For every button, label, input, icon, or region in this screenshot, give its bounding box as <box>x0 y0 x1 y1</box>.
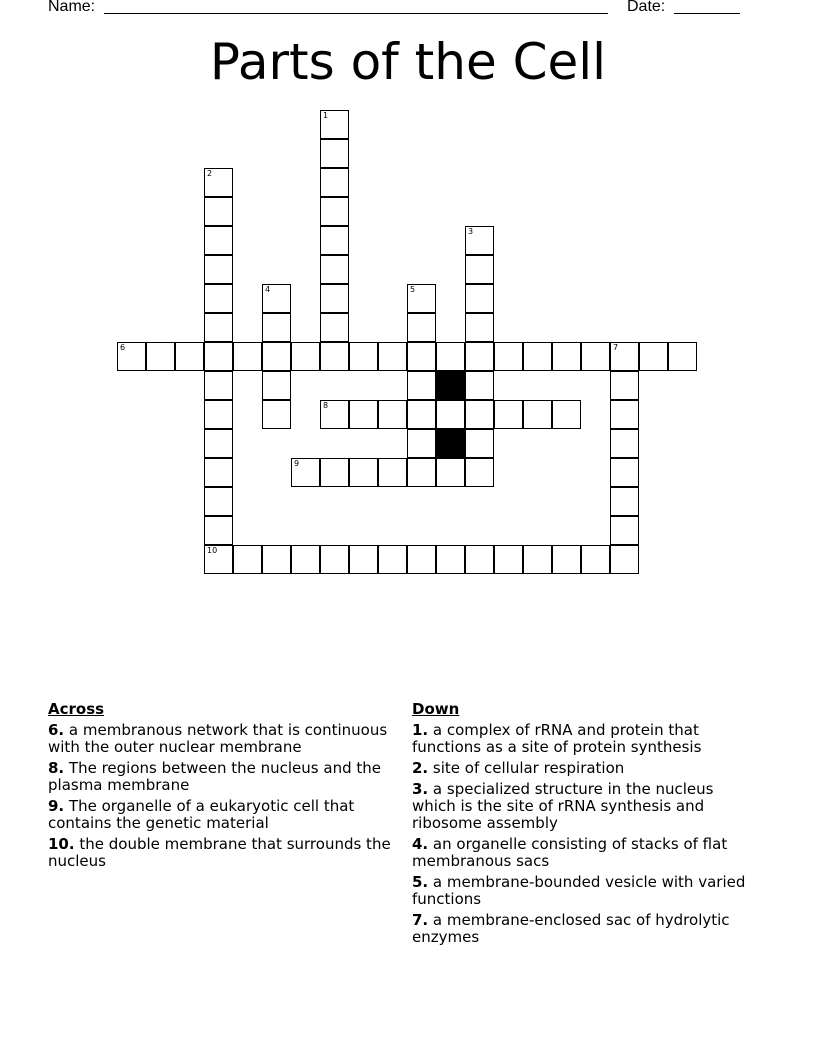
grid-cell[interactable] <box>320 197 349 226</box>
black-cell <box>436 429 465 458</box>
grid-cell[interactable] <box>407 429 436 458</box>
grid-cell[interactable] <box>204 284 233 313</box>
grid-cell[interactable] <box>465 255 494 284</box>
clue-number-label: 6 <box>120 343 126 352</box>
grid-cell[interactable] <box>523 342 552 371</box>
grid-cell[interactable] <box>204 400 233 429</box>
grid-cell[interactable] <box>407 400 436 429</box>
date-label: Date: <box>627 0 666 15</box>
clue-number-label: 8 <box>323 401 329 410</box>
clue-across-8 <box>48 760 408 794</box>
grid-cell[interactable] <box>465 429 494 458</box>
name-label: Name: <box>48 0 96 15</box>
grid-cell[interactable] <box>204 429 233 458</box>
grid-cell[interactable] <box>146 342 175 371</box>
clue-text: a membrane-enclosed sac of hydrolytic enzymes <box>412 911 730 946</box>
clue-number: 9. <box>48 797 65 815</box>
grid-cell[interactable] <box>320 342 349 371</box>
grid-cell[interactable] <box>465 458 494 487</box>
clue-down-3 <box>412 781 757 832</box>
grid-cell[interactable] <box>262 545 291 574</box>
grid-cell[interactable] <box>320 545 349 574</box>
across-heading: Across <box>48 700 105 718</box>
grid-cell[interactable] <box>610 429 639 458</box>
clue-number-label: 9 <box>294 459 300 468</box>
grid-cell[interactable] <box>407 545 436 574</box>
grid-cell[interactable] <box>291 342 320 371</box>
down-heading: Down <box>412 700 460 718</box>
grid-cell[interactable] <box>378 342 407 371</box>
grid-cell[interactable] <box>204 313 233 342</box>
grid-cell[interactable] <box>465 313 494 342</box>
grid-cell[interactable] <box>378 400 407 429</box>
grid-cell[interactable] <box>465 545 494 574</box>
page-title: Parts of the Cell <box>209 33 607 91</box>
grid-cell[interactable] <box>378 458 407 487</box>
down-clues <box>412 700 757 950</box>
grid-cell[interactable] <box>581 545 610 574</box>
grid-cell[interactable] <box>349 458 378 487</box>
grid-cell[interactable] <box>204 516 233 545</box>
clue-across-9 <box>48 798 408 832</box>
grid-cell[interactable] <box>233 545 262 574</box>
grid-cell[interactable] <box>349 545 378 574</box>
grid-cell[interactable] <box>436 400 465 429</box>
grid-cell[interactable] <box>523 400 552 429</box>
grid-cell[interactable] <box>378 545 407 574</box>
grid-cell[interactable] <box>349 400 378 429</box>
grid-cell[interactable] <box>320 313 349 342</box>
clue-text: a membrane-bounded vesicle with varied functions <box>412 873 746 908</box>
across-clues <box>48 700 408 874</box>
clue-text: a specialized structure in the nucleus which is the site of rRNA synthesis and ribosome assembly <box>412 780 714 832</box>
grid-cell[interactable] <box>320 284 349 313</box>
clue-number: 4. <box>412 835 429 853</box>
grid-cell[interactable] <box>204 168 233 197</box>
clue-across-6 <box>48 722 408 756</box>
grid-cell[interactable] <box>610 487 639 516</box>
grid-cell[interactable] <box>320 255 349 284</box>
clue-down-2 <box>412 760 757 777</box>
clue-number-label: 4 <box>265 285 271 294</box>
grid-cell[interactable] <box>204 458 233 487</box>
grid-cell[interactable] <box>204 226 233 255</box>
clue-text: a complex of rRNA and protein that functions as a site of protein synthesis <box>412 721 702 756</box>
grid-cell[interactable] <box>552 400 581 429</box>
grid-cell[interactable] <box>262 400 291 429</box>
grid-cell[interactable] <box>407 458 436 487</box>
clue-number-label: 10 <box>207 546 218 555</box>
grid-cell[interactable] <box>465 371 494 400</box>
clue-number-label: 3 <box>468 227 474 236</box>
clue-down-1 <box>412 722 757 756</box>
grid-cell[interactable] <box>407 313 436 342</box>
clue-text: a membranous network that is continuous with the outer nuclear membrane <box>48 721 388 756</box>
grid-cell[interactable] <box>494 400 523 429</box>
grid-cell[interactable] <box>552 342 581 371</box>
grid-cell[interactable] <box>204 487 233 516</box>
grid-cell[interactable] <box>639 342 668 371</box>
clue-number: 3. <box>412 780 429 798</box>
grid-cell[interactable] <box>668 342 697 371</box>
grid-cell[interactable] <box>117 342 146 371</box>
clue-text: an organelle consisting of stacks of flat membranous sacs <box>412 835 728 870</box>
grid-cell[interactable] <box>233 342 262 371</box>
grid-cell[interactable] <box>465 400 494 429</box>
grid-cell[interactable] <box>610 545 639 574</box>
clue-number: 1. <box>412 721 429 739</box>
grid-cell[interactable] <box>204 255 233 284</box>
grid-cell[interactable] <box>320 400 349 429</box>
clue-number-label: 7 <box>613 343 619 352</box>
clue-number: 8. <box>48 759 65 777</box>
grid-cell[interactable] <box>349 342 378 371</box>
grid-cell[interactable] <box>320 168 349 197</box>
clue-number: 6. <box>48 721 65 739</box>
grid-cell[interactable] <box>204 371 233 400</box>
clue-number-label: 5 <box>410 285 416 294</box>
clue-number: 5. <box>412 873 429 891</box>
grid-cell[interactable] <box>204 197 233 226</box>
grid-cell[interactable] <box>552 545 581 574</box>
grid-cell[interactable] <box>436 458 465 487</box>
clue-down-7 <box>412 912 757 946</box>
clue-down-5 <box>412 874 757 908</box>
clue-number: 10. <box>48 835 75 853</box>
grid-cell[interactable] <box>262 371 291 400</box>
grid-cell[interactable] <box>407 342 436 371</box>
grid-cell[interactable] <box>610 371 639 400</box>
clue-number-label: 2 <box>207 169 213 178</box>
grid-cell[interactable] <box>494 342 523 371</box>
grid-cell[interactable] <box>465 342 494 371</box>
name-field[interactable] <box>104 13 608 14</box>
grid-cell[interactable] <box>407 371 436 400</box>
clue-across-10 <box>48 836 408 870</box>
date-field[interactable] <box>674 13 740 14</box>
clue-text: The organelle of a eukaryotic cell that contains the genetic material <box>48 797 355 832</box>
clue-text: site of cellular respiration <box>432 759 625 777</box>
clue-number: 2. <box>412 759 429 777</box>
grid-cell[interactable] <box>262 284 291 313</box>
grid-cell[interactable] <box>407 284 436 313</box>
grid-cell[interactable] <box>523 545 552 574</box>
black-cell <box>436 371 465 400</box>
grid-cell[interactable] <box>204 545 233 574</box>
grid-cell[interactable] <box>320 139 349 168</box>
clue-number-label: 1 <box>323 111 329 120</box>
grid-cell[interactable] <box>175 342 204 371</box>
grid-cell[interactable] <box>204 342 233 371</box>
grid-cell[interactable] <box>291 545 320 574</box>
worksheet-header <box>0 0 816 20</box>
grid-cell[interactable] <box>320 458 349 487</box>
grid-cell[interactable] <box>465 284 494 313</box>
grid-cell[interactable] <box>436 342 465 371</box>
grid-cell[interactable] <box>610 342 639 371</box>
grid-cell[interactable] <box>610 400 639 429</box>
clue-text: The regions between the nucleus and the plasma membrane <box>48 759 381 794</box>
grid-cell[interactable] <box>320 226 349 255</box>
grid-cell[interactable] <box>494 545 523 574</box>
grid-cell[interactable] <box>610 458 639 487</box>
grid-cell[interactable] <box>291 458 320 487</box>
grid-cell[interactable] <box>262 342 291 371</box>
clue-number: 7. <box>412 911 429 929</box>
grid-cell[interactable] <box>610 516 639 545</box>
grid-cell[interactable] <box>320 110 349 139</box>
grid-cell[interactable] <box>262 313 291 342</box>
clue-down-4 <box>412 836 757 870</box>
grid-cell[interactable] <box>581 342 610 371</box>
clue-text: the double membrane that surrounds the nucleus <box>48 835 391 870</box>
grid-cell[interactable] <box>436 545 465 574</box>
grid-cell[interactable] <box>465 226 494 255</box>
